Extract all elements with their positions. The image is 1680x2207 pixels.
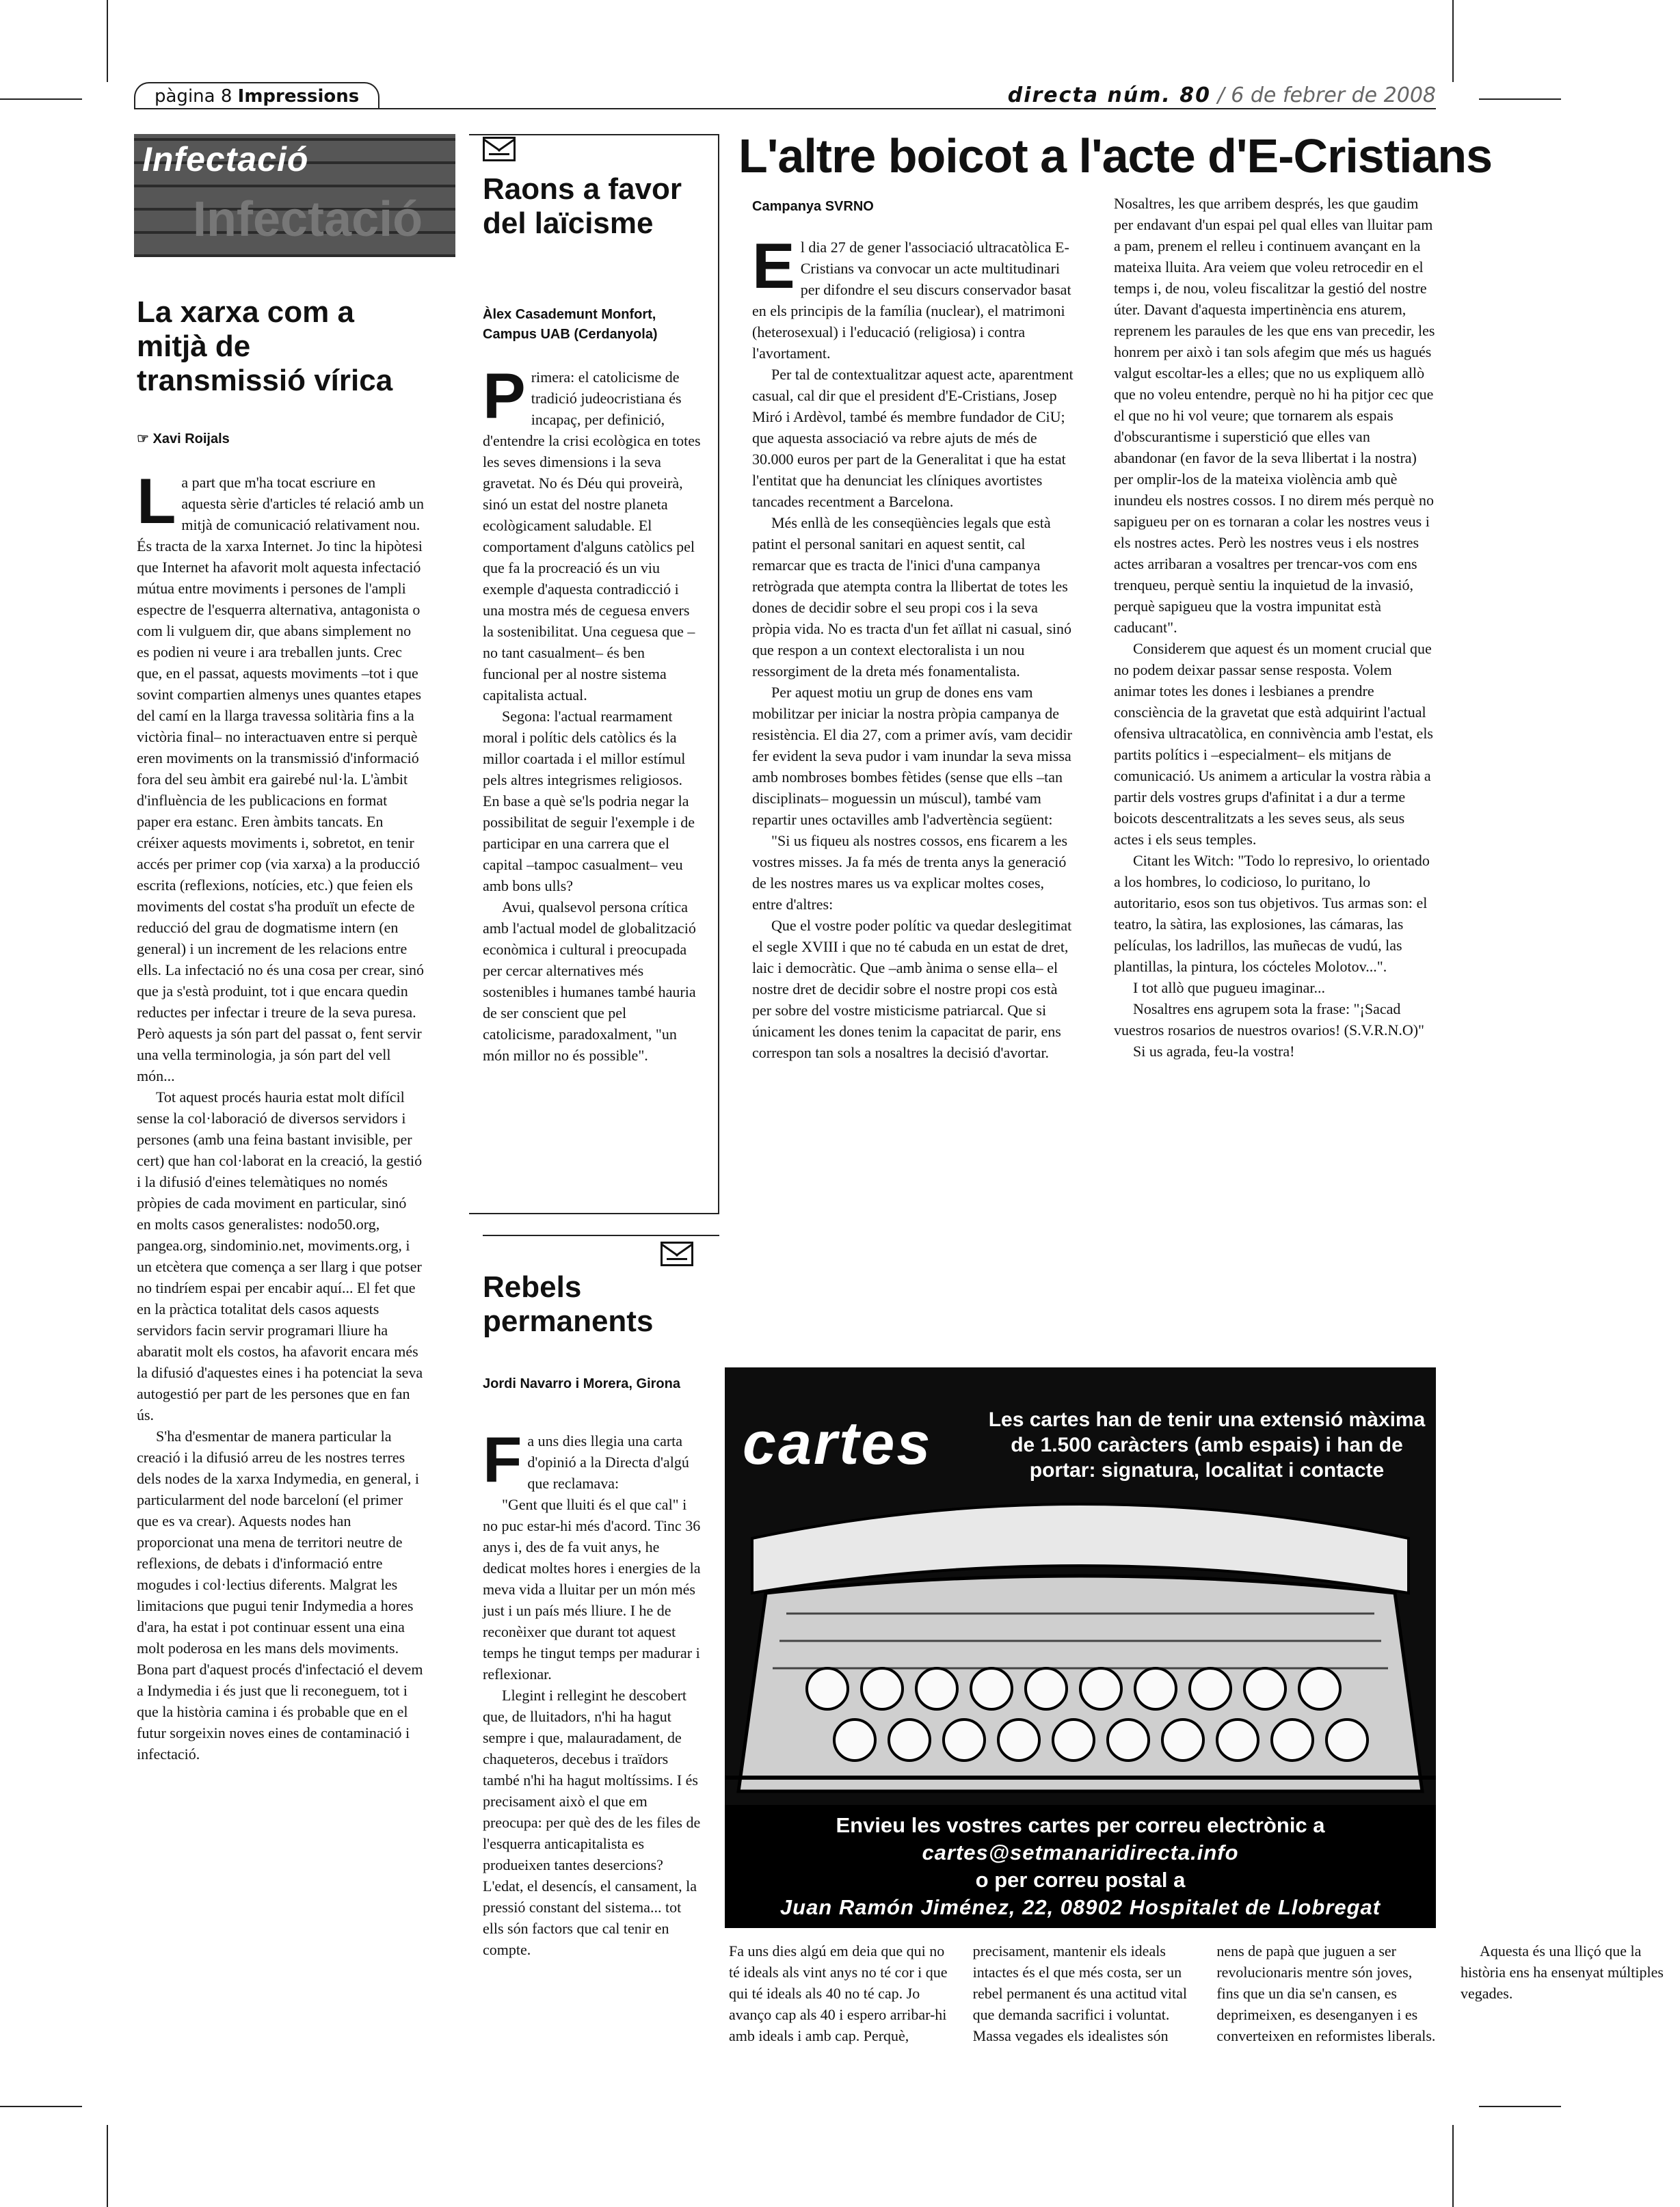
paragraph: rimera: el catolicisme de tradició judeocristiana és incapaç, per definició, d'entendre la crisi ecològica en totes les seves dimensions i la seva gravetat. No és Déu qui proveirà, sinó un estat del nostre planeta ecològicament saludable. El comportament d'alguns catòlics pel que fa la procreació és un viu exemple d'aquesta contradicció i una mostra més de ceguesa envers la sostenibilitat. Una ceguesa que –no tant casualment– és ben funcional per al nostre sistema capitalista actual. [483, 369, 701, 704]
crop-mark [0, 2106, 82, 2107]
crop-mark [1452, 2125, 1454, 2207]
paragraph: Que el vostre poder polític va quedar deslegitimat el segle XVIII i que no té cabuda en un estat de dret, laic i democràtic. Que –amb ànima o sense ella– el nostre dret de decidir sobre el nostre propi cos està per sobre del vostre misticisme patriarcal. Que si únicament les dones tenim la capacitat de parir, ens correspon tan sols a nosaltres la decisió d'avortar. Nosaltres, les que arribem després, les que gaudim per endavant d'un espai pel qual elles van lluitar pam a pam, prenem el relleu i continuem avançant en la mateixa lluita. Ara veiem que voleu retrocedir en el temps i, de nou, voleu fiscalitzar la gestió del nostre úter. Davant d'aquesta impertinència ens aturem, reprenem les paraules de les que ens van precedir, les honrem per això i tan sols afegim que més us hagués valgut escoltar-les a elles; que no us expliquem allò que no voleu entendre, perquè no hi ha pitjor cec que el que no hi vol veure; que tornarem als espais d'obscurantisme i superstició que elles van abandonar (en favor de la seva llibertat i la nostra) per omplir-los de la mateixa violència amb què inundeu els nostres cossos. I no direm més perquè no sapigueu per on es tornaran a colar les nostres veus i els nostres actes. Però les nostres veus i els nostres actes arribaran a vosaltres per trencar-vos com ens trenqueu, perquè sentiu la inquietud de la invasió, perquè sapigueu que la vostra impunitat està caducant". [752, 195, 1435, 1061]
drop-cap: L [137, 465, 176, 537]
crop-mark [107, 0, 108, 82]
section-label: Impressions [237, 86, 360, 107]
paragraph: l dia 27 de gener l'associació ultracatòlica E-Cristians va convocar un acte multitudinari per difondre el seu discurs conservador basat en els principis de la família (nuclear), el matrimoni (heterosexual) i l'educació (religiosa) i contra l'avortament. [752, 239, 1071, 362]
crop-mark [1479, 98, 1561, 100]
drop-cap: E [752, 230, 795, 302]
article-title: La xarxa com a mitjà de transmissió vírica [137, 295, 393, 397]
paragraph: Considerem que aquest és un moment crucial que no podem deixar passar sense resposta. Volem animar totes les dones i lesbianes a prendre consciència de la gravetat que està adquirint l'actual ofensiva ultracatòlica, en connivència amb l'estat, els partits polítics i –especialment– els mitjans de comunicació. Us animem a articular la vostra ràbia a partir dels vostres grups d'afinitat i a dur a terme boicots descentralitzats a les seves seus, als seus actes i els seus temples. [1114, 640, 1433, 848]
paragraph: a uns dies llegia una carta d'opinió a la Directa d'algú que reclamava: [527, 1432, 689, 1492]
page-label: pàgina 8 [155, 86, 232, 107]
main-headline: L'altre boicot a l'acte d'E-Cristians [738, 129, 1493, 183]
paragraph: Llegint i rellegint he descobert que, de lluitadors, n'hi ha hagut sempre i que, malauradament, de chaqueteros, decebus i traïdors també n'hi ha hagut moltíssims. I és precisament això el que em preocupa: per què des de les files de l'esquerra anticapitalista es produeixen tantes desercions? L'edat, el desencís, el cansament, la pressió constant del sistema... tot ells són factors que cal tenir en compte. [483, 1687, 701, 1958]
ad-contact [725, 1812, 1436, 1921]
paragraph: Aquesta és una lliçó que la història ens ha ensenyat múltiples vegades. [1460, 1942, 1664, 2002]
paragraph: Avui, qualsevol persona crítica amb l'actual model de globalització econòmica i cultural i preocupada per cercar alternatives més sostenibles i humanes també hauria de ser conscient que pel catolicisme, paradoxalment, "un món millor no és possible". [483, 898, 696, 1064]
article-byline [137, 429, 438, 449]
letter-byline: Jordi Navarro i Morera, Girona [483, 1376, 680, 1391]
paragraph: Si us agrada, feu-la vostra! [1133, 1043, 1295, 1060]
main-article-body [752, 193, 1436, 1355]
ad-email[interactable]: cartes@setmanaridirecta.info [922, 1841, 1239, 1864]
envelope-icon [661, 1242, 693, 1269]
author-name: Xavi Roijals [152, 431, 230, 446]
ad-email-line: Envieu les vostres cartes per correu electrònic a [836, 1813, 1325, 1837]
issue-label: directa núm. 80 [1007, 83, 1212, 107]
ad-address: Juan Ramón Jiménez, 22, 08902 Hospitalet de Llobregat [779, 1895, 1381, 1919]
paragraph: "Si us fiqueu als nostres cossos, ens ficarem a les vostres misses. Ja fa més de trenta anys la generació de les nostres mares us va explicar moltes coses, entre d'altres: [752, 832, 1068, 913]
letter-body [483, 1423, 702, 2052]
letter-byline: Àlex Casademunt Monfort, Campus UAB (Cerdanyola) [483, 307, 658, 342]
header-rule [134, 108, 1436, 109]
envelope-icon [483, 137, 516, 164]
crop-mark [1479, 2106, 1561, 2107]
crop-mark [107, 2125, 108, 2207]
paragraph: Per tal de contextualitzar aquest acte, aparentment casual, cal dir que el president d'E-Cristians, Josep Miró i Ardèvol, també és membre fundador de CiU; que aquesta associació va rebre ajuts de més de 30.000 euros per part de la Generalitat i que ha estat l'entitat que ha denunciat les clíniques avortistes tancades recentment a Barcelona. [752, 366, 1074, 510]
letter-body [483, 360, 702, 1066]
ad-post-line: o per correu postal a [975, 1868, 1186, 1892]
section-tab [134, 82, 379, 109]
page-header [134, 82, 1436, 109]
paragraph: Segona: l'actual rearmament moral i polític dels catòlics és la millor coartada i el millor estímul pels altres integrismes religiosos. En base a què se'ls podria negar la possibilitat de seguir l'exemple i de participar en una carrera que el capital –tampoc casualment– veu amb bons ulls? [483, 708, 695, 894]
paragraph: Tot aquest procés hauria estat molt difícil sense la col·laboració de diversos servidors i persones (amb una feina bastant invisible, per cert) que han col·laborat en la creació, la gestió i la difusió d'eines telemàtiques no només pròpies de cada moviment en particular, sinó en molts casos generalistes: nodo50.org, pangea.org, sindominio.net, moviments.org, i un etcètera que comença a ser llarg i que potser no tindríem espai per encabir aquí... El fet que en la pràctica totalitat dels casos aquests servidors facin servir programari lliure ha abaratit molt els costos, ha afavorit encara més la difusió d'aquestes eines i ha potenciat la seva autogestió per part de les persones que en fan ús. [137, 1088, 423, 1423]
paragraph: Citant les Witch: "Todo lo represivo, lo orientado a los hombres, lo codicioso, lo puritano, lo autoritario, esos son tus objetivos. Tus armas son: el teatro, la sàtira, las explosiones, las cámaras, las películas, los ladrillos, las muñecas de vudú, las plantillas, la pintura, los cócteles Molotov...". [1114, 852, 1430, 975]
letter-title: Raons a favor del laïcisme [483, 172, 682, 240]
divider [483, 1235, 719, 1236]
issue-info: directa núm. 80 / 6 de febrer de 2008 [1007, 83, 1436, 107]
ad-rules: Les cartes han de tenir una extensió màxima de 1.500 caràcters (amb espais) i han de portar: signatura, localitat i contacte [988, 1408, 1426, 1482]
paragraph: Per aquest motiu un grup de dones ens vam mobilitzar per iniciar la nostra pròpia campanya de resistència. El dia 27, com a primer avís, vam decidir fer evident la seva pudor i vam inundar la seva missa amb nombroses bombes fètides (sense que ells –tan disciplinats– moguessin un múscul), també vam repartir unes octavilles amb l'advertència següent: [752, 684, 1072, 828]
issue-date: 6 de febrer de 2008 [1231, 83, 1436, 107]
drop-cap: F [483, 1423, 522, 1495]
paragraph: Més enllà de les conseqüències legals que està patint el personal sanitari en aquest sentit, cal remarcar que es tracta de l'inici d'una campanya retrògrada que atempta contra la llibertat de totes les dones de decidir sobre el seu propi cos i la seva pròpia vida. No es tracta d'un fet aïllat ni casual, sinó que respon a un context electoralista i un nou ressorgiment de la dreta més fonamentalista. [752, 514, 1072, 680]
paragraph: "Gent que lluiti és el que cal" i no puc estar-hi més d'acord. Tinc 36 anys i, des de fa vuit anys, he dedicat moltes hores i energies de la meva vida a lluitar per un món més just i un país més lliure. I he de reconèixer que durant tot aquest temps he tingut temps per madurar i reflexionar. [483, 1496, 701, 1683]
ad-title: cartes [743, 1409, 933, 1477]
paragraph: I tot allò que pugueu imaginar... [1133, 979, 1326, 996]
drop-cap: P [483, 360, 526, 431]
series-banner [134, 134, 455, 257]
paragraph: S'ha d'esmentar de manera particular la creació i la difusió arreu de les nostres terres dels nodes de la xarxa Indymedia, en general, i particularment del node barceloní (el primer que es va crear). Aquests nodes han proporcionat una mena de territori neutre de reflexions, de debats i d'informació entre mogudes i col·lectius diferents. Malgrat les limitacions que pugui tenir Indymedia a hores d'ara, ha estat i pot continuar essent una eina molt poderosa en les mans dels moviments. Bona part d'aquest procés d'infectació el devem a Indymedia i és just que li reconeguem, tot i que la història camina i és probable que en el futur sorgeixin noves eines de contaminació i infectació. [137, 1428, 423, 1763]
paragraph: Nosaltres ens agrupem sota la frase: "¡Sacad vuestros rosarios de nuestros ovarios! (S.V.R.N.O)" [1114, 1000, 1425, 1039]
banner-title: Infectació [142, 140, 309, 178]
crop-mark [1452, 0, 1454, 82]
crop-mark [0, 98, 82, 100]
article-body [137, 465, 424, 1765]
letters-ad [725, 1367, 1436, 1928]
letter-title: Rebels permanents [483, 1270, 654, 1338]
letter-body-continued [729, 1940, 1664, 2057]
pointing-hand-icon: ☞ [137, 431, 153, 446]
paragraph: Fa uns dies algú em deia que qui no té ideals als vint anys no té cor i que qui té ideals als 40 no té cap. Jo avanço cap als 40 i espero arribar-hi amb ideals i amb cap. Perquè, precisament, mantenir els ideals intactes és el que més costa, ser un rebel permanent és una actitud vital que demanda sacrifici i voluntat. Massa vegades els idealistes són nens de papà que juguen a ser revolucionaris mentre són joves, fins que un dia se'n cansen, es deprimeixen, es desenganyen i es converteixen en reformistes liberals. [729, 1942, 1436, 2044]
article-byline: Campanya SVRNO [752, 199, 874, 214]
paragraph: a part que m'ha tocat escriure en aquesta sèrie d'articles té relació amb un mitjà de comunicació relativament nou. És tracta de la xarxa Internet. Jo tinc la hipòtesi que Internet ha afavorit molt aquesta infectació mútua entre moviments i persones de l'ampli espectre de l'esquerra alternativa, antagonista o com li vulguem dir, que abans simplement no es podien ni veure i ara treballen junts. Crec que, en el passat, aquests moviments –tot i que sovint compartien almenys unes quantes etapes del camí en la llarga travessa solitària fins a la victòria final– no interactuaven entre si perquè eren moviments on la transmissió d'informació fora del seu àmbit era gairebé nul·la. L'àmbit d'influència de les publicacions en format paper era estanc. Eren àmbits tancats. En créixer aquests moviments i, sobretot, en tenir accés per primer cop (via xarxa) a la producció escrita (reflexions, notícies, etc.) que feien els moviments del costat s'ha produït un efecte de reducció del grau de dogmatisme intern (en general) i un increment de les relacions entre ells. La infectació no és una cosa per crear, sinó que ja s'està produint, tot i que encara quedin reductes per infectar i treure de la seva puresa. Però aquests ja són part del passat o, fent servir una vella terminologia, ja són part del vell món... [137, 474, 424, 1084]
banner-ghost-text: Infectació [193, 192, 423, 247]
